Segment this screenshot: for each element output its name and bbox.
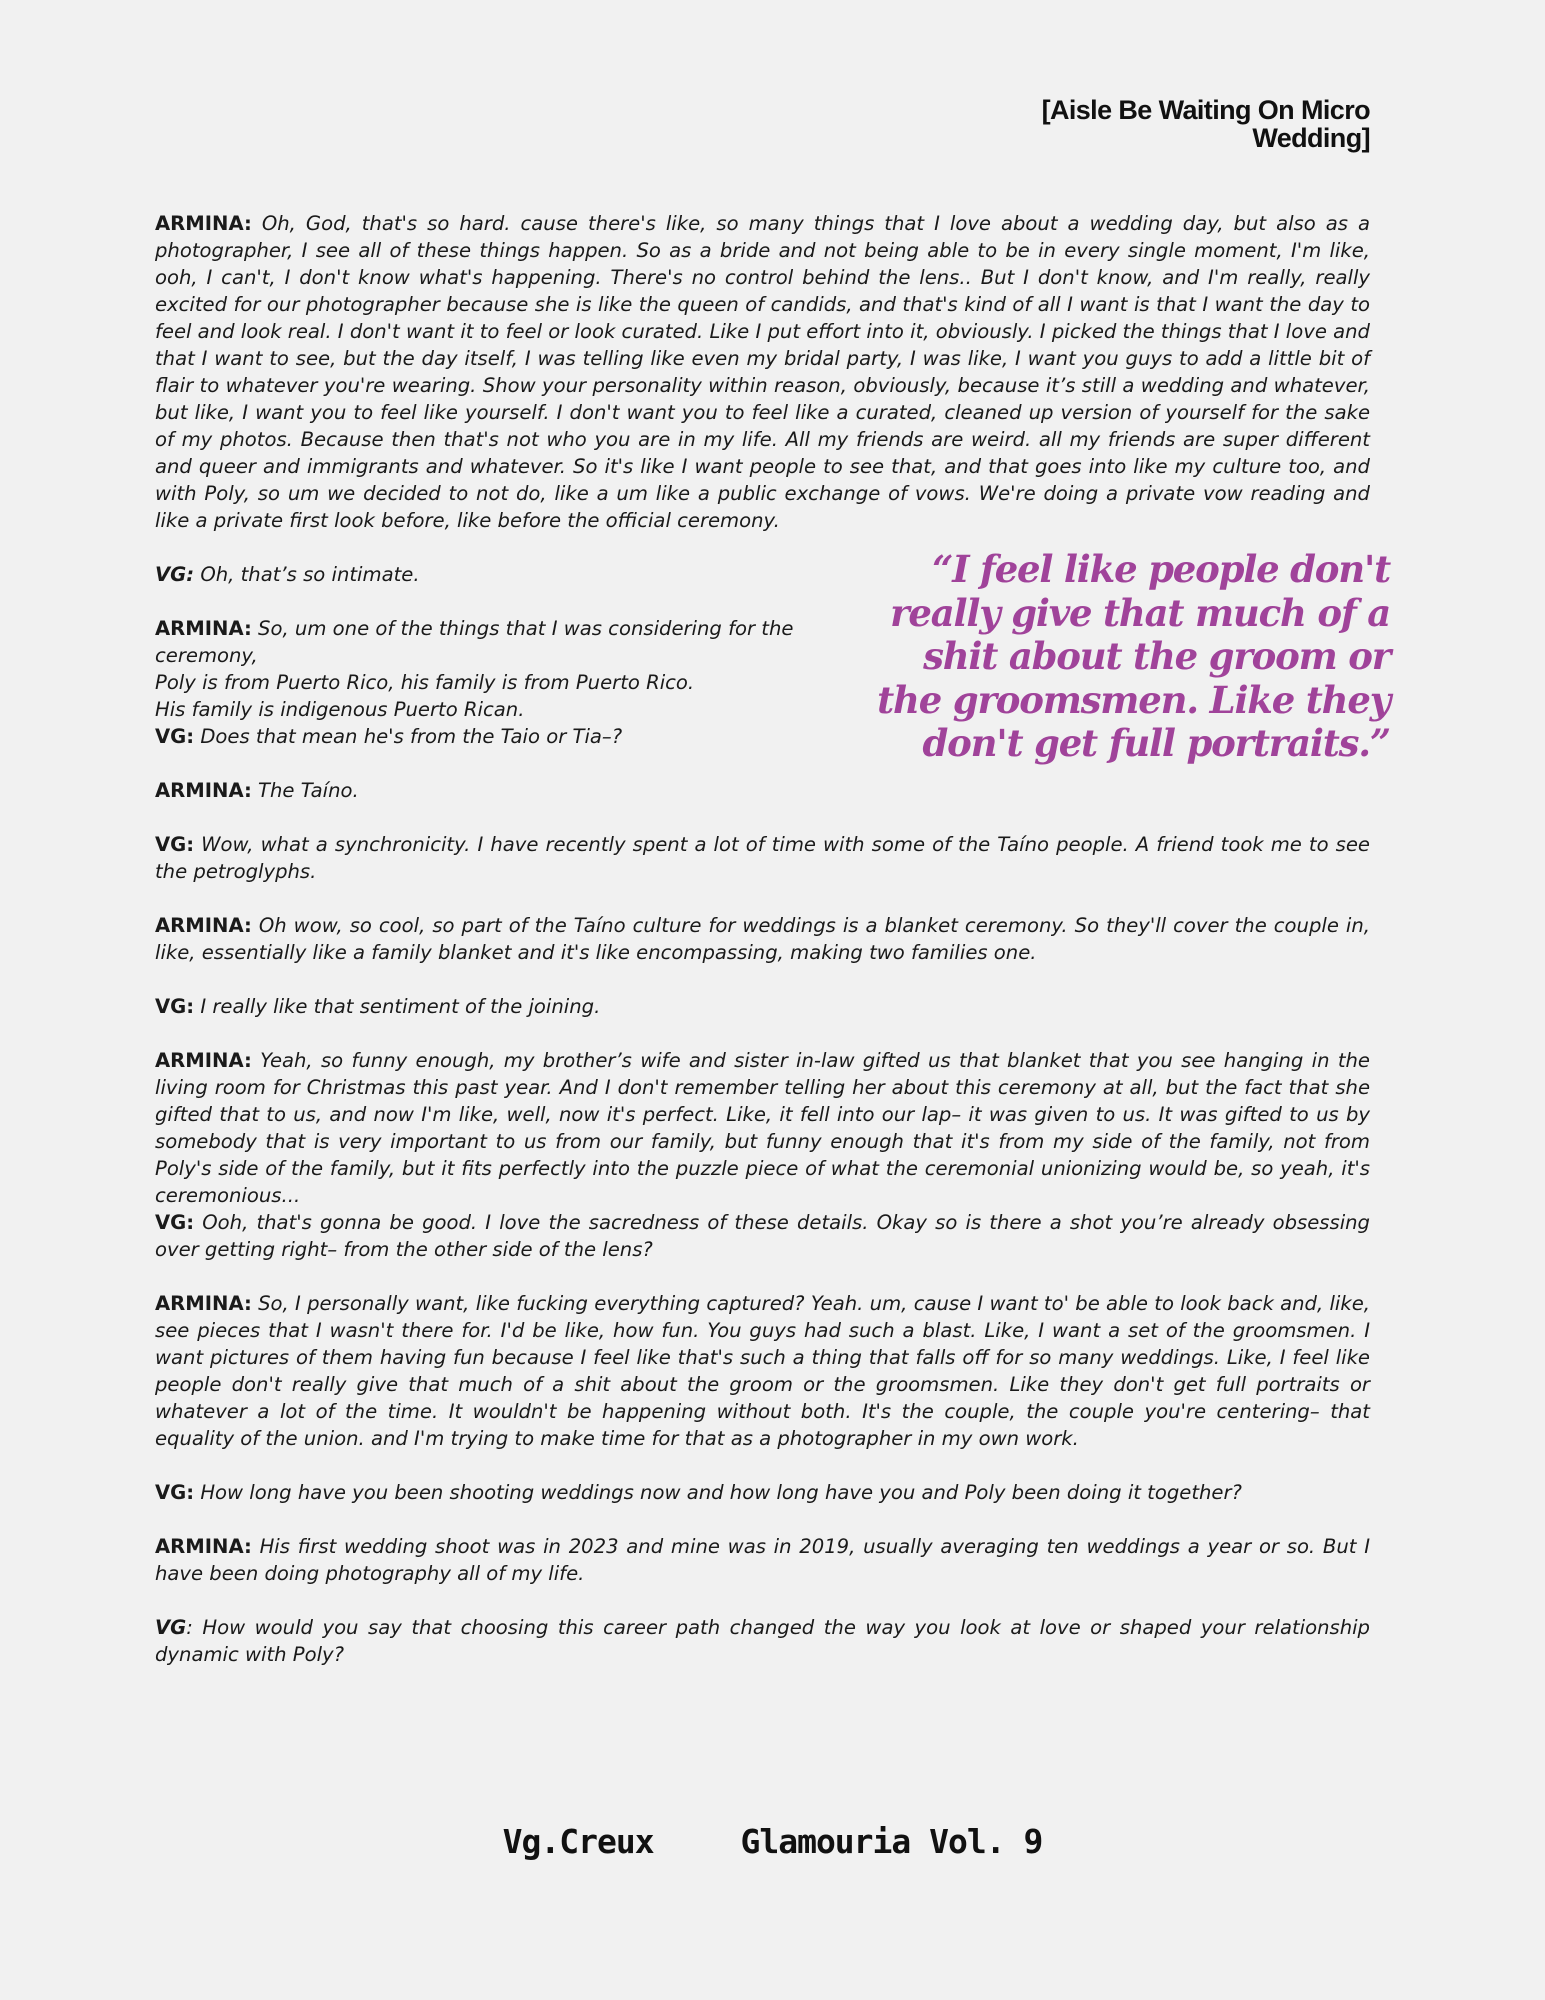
speaker-label: ARMINA: xyxy=(155,914,252,937)
page-footer xyxy=(0,1822,1545,1861)
dialogue-text: How long have you been shooting weddings now and how long have you and Poly been doing it together? xyxy=(200,1481,1242,1504)
speaker-label: ARMINA: xyxy=(155,1535,252,1558)
dialogue-text: Ooh, that's gonna be good. I love the sacredness of these details. Okay so is there a shot you’re already obsessing over getting right– from the other side of the lens? xyxy=(155,1211,1370,1261)
speaker-label: VG: xyxy=(155,725,195,748)
dialogue-text: So, um one of the things that I was considering for the ceremony, xyxy=(155,617,794,667)
speaker-label: ARMINA: xyxy=(155,1049,252,1072)
speaker-label: VG: xyxy=(155,1211,195,1234)
transcript-paragraph xyxy=(155,831,1370,885)
dialogue-text: The Taíno. xyxy=(258,779,359,802)
transcript-paragraph xyxy=(155,723,890,750)
transcript-paragraph xyxy=(155,561,890,588)
speaker-label: VG: xyxy=(155,833,195,856)
dialogue-text: Oh wow, so cool, so part of the Taíno culture for weddings is a blanket ceremony. So they'll cover the couple in, like, essentially like a family blanket and it's like encompassing, making two families one. xyxy=(155,914,1370,964)
speaker-label: VG: xyxy=(155,995,195,1018)
footer-issue: Glamouria Vol. 9 xyxy=(740,1822,1043,1861)
speaker-label: VG: xyxy=(155,563,195,586)
transcript-paragraph xyxy=(155,1290,1370,1452)
article-title: [Aisle Be Waiting On Micro Wedding] xyxy=(1041,95,1370,153)
dialogue-text: Poly is from Puerto Rico, his family is from Puerto Rico. xyxy=(155,671,695,694)
speaker-label: ARMINA: xyxy=(155,617,252,640)
dialogue-text: Oh, God, that's so hard. cause there's like, so many things that I love about a wedding day, but also as a photographer, I see all of these things happen. So as a bride and not being able to be in every single moment, I'm like, ooh, I can't, I don't know what's happening. There's no control behind the lens.. But I don't know, and I'm really, really excited for our photographer because she is like the queen of candids, and that's kind of all I want is that I want the day to feel and look real. I don't want it to feel or look curated. Like I put effort into it, obviously. I picked the things that I love and that I want to see, but the day itself, I was telling like even my bridal party, I was like, I want you guys to add a little bit of flair to whatever you're wearing. Show your personality within reason, obviously, because it’s still a wedding and whatever, but like, I want you to feel like yourself. I don't want you to feel like a curated, cleaned up version of yourself for the sake of my photos. Because then that's not who you are in my life. All my friends are weird. all my friends are super different and queer and immigrants and whatever. So it's like I want people to see that, and that goes into like my culture too, and with Poly, so um we decided to not do, like a um like a public exchange of vows. We're doing a private vow reading and like a private first look before, like before the official ceremony. xyxy=(155,212,1370,532)
dialogue-text: Oh, that’s so intimate. xyxy=(200,563,420,586)
speaker-label: ARMINA: xyxy=(155,779,252,802)
speaker-label: VG xyxy=(155,1616,187,1639)
transcript-paragraph xyxy=(155,1533,1370,1587)
dialogue-text: His first wedding shoot was in 2023 and mine was in 2019, usually averaging ten weddings a year or so. But I have been doing photography all of my life. xyxy=(155,1535,1370,1585)
transcript-paragraph xyxy=(155,1479,1370,1506)
dialogue-text: Does that mean he's from the Taio or Tia–? xyxy=(200,725,623,748)
transcript-paragraph xyxy=(155,993,1370,1020)
transcript-paragraph xyxy=(155,1614,1370,1668)
dialogue-text: Wow, what a synchronicity. I have recently spent a lot of time with some of the Taíno people. A friend took me to see the petroglyphs. xyxy=(155,833,1370,883)
speaker-label: ARMINA: xyxy=(155,1292,252,1315)
dialogue-text: : How would you say that choosing this career path changed the way you look at love or shaped your relationship dynamic with Poly? xyxy=(155,1616,1370,1666)
transcript-paragraph xyxy=(155,1209,1370,1263)
dialogue-text: His family is indigenous Puerto Rican. xyxy=(155,698,525,721)
pull-quote: “I feel like people don't really give that much of a shit about the groom or the groomsmen. Like they don't get full portraits.” xyxy=(877,547,1390,765)
footer-brand: Vg.Creux xyxy=(502,1822,654,1861)
dialogue-text: Yeah, so funny enough, my brother’s wife and sister in-law gifted us that blanket that you see hanging in the living room for Christmas this past year. And I don't remember telling her about this ceremony at all, but the fact that she gifted that to us, and now I'm like, well, now it's perfect. Like, it fell into our lap– it was given to us. It was gifted to us by somebody that is very important to us from our family, but funny enough that it's from my side of the family, not from Poly's side of the family, but it fits perfectly into the puzzle piece of what the ceremonial unionizing would be, so yeah, it's ceremonious... xyxy=(155,1049,1370,1207)
transcript-paragraph xyxy=(155,615,890,723)
transcript-paragraph xyxy=(155,210,1370,534)
transcript-paragraph xyxy=(155,777,890,804)
dialogue-text: I really like that sentiment of the joining. xyxy=(200,995,601,1018)
speaker-label: ARMINA: xyxy=(155,212,252,235)
transcript-paragraph xyxy=(155,912,1370,966)
speaker-label: VG: xyxy=(155,1481,195,1504)
dialogue-text: So, I personally want, like fucking everything captured? Yeah. um, cause I want to' be able to look back and, like, see pieces that I wasn't there for. I'd be like, how fun. You guys had such a blast. Like, I want a set of the groomsmen. I want pictures of them having fun because I feel like that's such a thing that falls off for so many weddings. Like, I feel like people don't really give that much of a shit about the groom or the groomsmen. Like they don't get full portraits or whatever a lot of the time. It wouldn't be happening without both. It's the couple, the couple you're centering– that equality of the union. and I'm trying to make time for that as a photographer in my own work. xyxy=(155,1292,1370,1450)
transcript-paragraph xyxy=(155,1047,1370,1209)
